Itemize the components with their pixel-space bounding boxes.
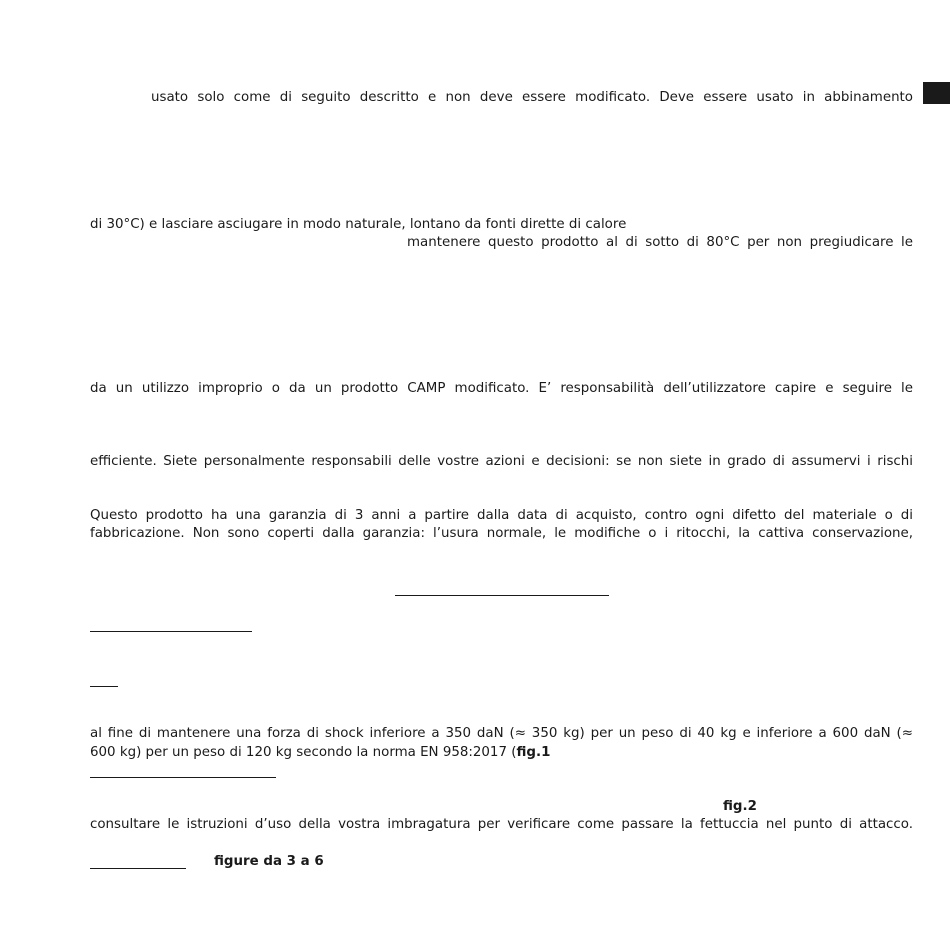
- text-line-warranty-2: fabbricazione. Non sono coperti dalla garanzia: l’usura normale, le modifiche o i ritocchi, la cattiva conservazione,: [90, 526, 913, 541]
- text-line-temperature: mantenere questo prodotto al di sotto di 80°C per non pregiudicare le: [407, 235, 913, 250]
- text-line-decisions: efficiente. Siete personalmente responsabili delle vostre azioni e decisioni: se non siete in grado di assumervi i rischi: [90, 454, 913, 469]
- text-line-shock-2: [90, 743, 550, 762]
- fig2-reference: fig.2: [723, 799, 757, 814]
- text-line-usage: usato solo come di seguito descritto e non deve essere modificato. Deve essere usato in abbinamento: [151, 90, 913, 105]
- subheading-underline-4: [90, 868, 186, 869]
- shock-text: 600 kg) per un peso di 120 kg secondo la norma EN 958:2017 (: [90, 745, 517, 760]
- figures-reference: figure da 3 a 6: [214, 854, 324, 869]
- subheading-underline-1: [90, 631, 252, 632]
- text-line-drying: di 30°C) e lasciare asciugare in modo naturale, lontano da fonti dirette di calore: [90, 217, 627, 232]
- text-line-responsibility: da un utilizzo improprio o da un prodotto CAMP modificato. E’ responsabilità dell’utilizzatore capire e seguire le: [90, 381, 913, 396]
- fig1-reference: fig.1: [516, 745, 551, 760]
- page-edge-tab: [923, 82, 950, 104]
- subheading-underline-3: [90, 777, 276, 778]
- subheading-underline-2: [90, 686, 118, 687]
- heading-underline: [395, 595, 609, 596]
- text-line-warranty-1: Questo prodotto ha una garanzia di 3 anni a partire dalla data di acquisto, contro ogni difetto del materiale o di: [90, 508, 913, 523]
- text-line-harness: consultare le istruzioni d’uso della vostra imbragatura per verificare come passare la fettuccia nel punto di attacco.: [90, 817, 913, 832]
- text-line-shock-1: al fine di mantenere una forza di shock inferiore a 350 daN (≈ 350 kg) per un peso di 40 kg e inferiore a 600 daN (≈: [90, 726, 913, 741]
